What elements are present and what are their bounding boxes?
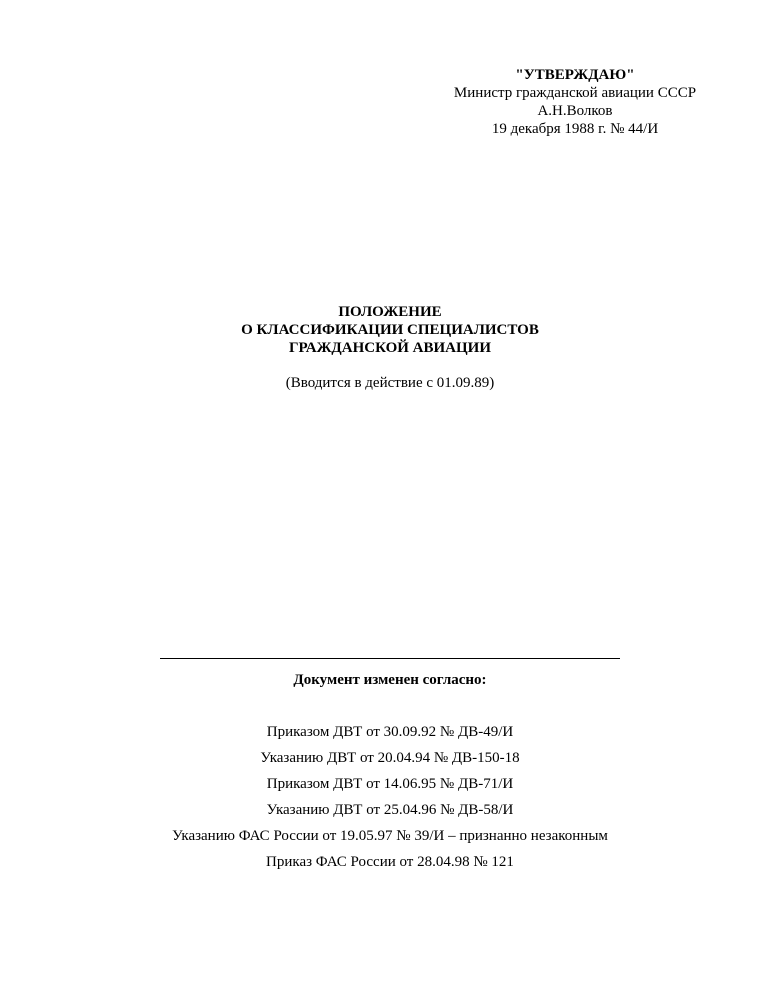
approval-position: Министр гражданской авиации СССР	[453, 85, 697, 101]
document-title-line-3: ГРАЖДАНСКОЙ АВИАЦИИ	[288, 340, 492, 356]
change-item: Приказом ДВТ от 14.06.95 № ДВ-71/И	[266, 776, 514, 792]
effective-date-note: (Вводится в действие с 01.09.89)	[285, 375, 495, 391]
approval-block	[395, 66, 755, 138]
document-title-line-2: О КЛАССИФИКАЦИИ СПЕЦИАЛИСТОВ	[241, 322, 539, 338]
change-item: Указанию ДВТ от 25.04.96 № ДВ-58/И	[266, 802, 514, 818]
changes-list	[100, 719, 680, 875]
change-item: Указанию ДВТ от 20.04.94 № ДВ-150-18	[260, 750, 520, 766]
document-title	[160, 303, 620, 357]
horizontal-divider	[160, 658, 620, 659]
approval-date-number: 19 декабря 1988 г. № 44/И	[491, 121, 659, 137]
approval-heading: "УТВЕРЖДАЮ"	[515, 67, 635, 83]
approval-name: А.Н.Волков	[537, 103, 613, 119]
change-item: Приказом ДВТ от 30.09.92 № ДВ-49/И	[266, 724, 514, 740]
changes-heading: Документ изменен согласно:	[293, 672, 487, 688]
document-title-line-1: ПОЛОЖЕНИЕ	[338, 304, 442, 320]
change-item: Приказ ФАС России от 28.04.98 № 121	[266, 854, 514, 870]
change-item: Указанию ФАС России от 19.05.97 № 39/И – признанно незаконным	[172, 828, 608, 844]
